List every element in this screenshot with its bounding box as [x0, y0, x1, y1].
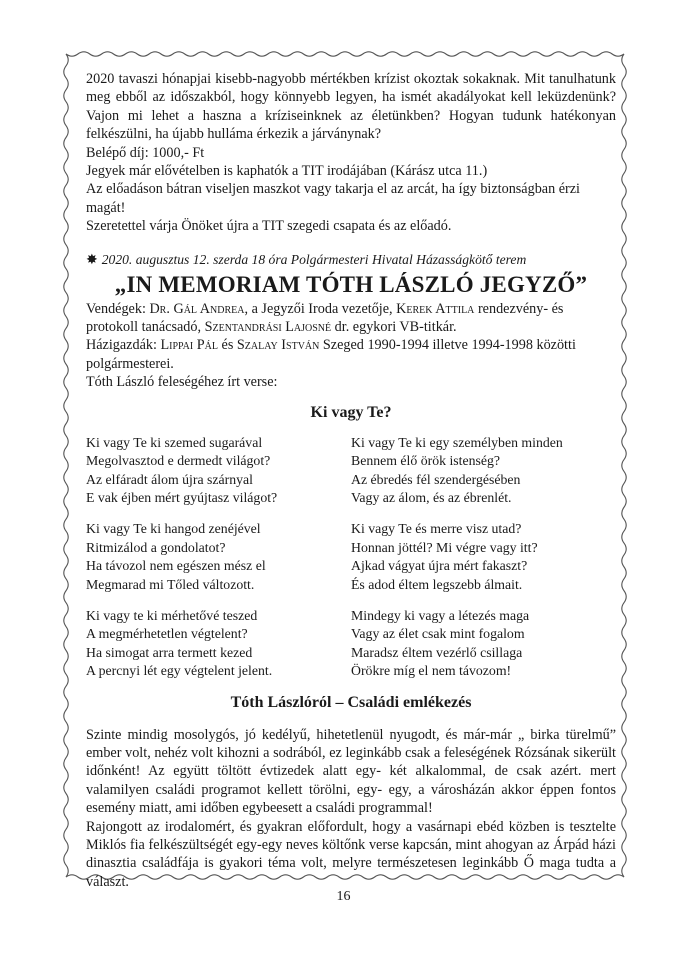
page-number: 16 — [336, 889, 351, 904]
memoir-paragraph: Szinte mindig mosolygós, jó kedélyű, hihetetlenül nyugodt, és már-már „ birka türelmű” ember volt, nehéz volt kihozni a sodrából, ez leginkább csak a feleségének Rózsának sikerült időnként! Az együtt töltött évtizedek alatt egy- két alkalommal, de csak azért. mert valamilyen családi programot kellett törölni, egy- egy, a városházán akkor éppen fontos esemény miatt, ami időben egybeesett a családi programmal! — [86, 726, 616, 817]
poem-line: Honnan jöttél? Mi végre vagy itt? — [351, 539, 538, 555]
poem-line: Ki vagy Te ki szemed sugarával — [86, 434, 263, 450]
poem-line: Ki vagy Te ki egy személyben minden — [351, 434, 563, 450]
poem-line: Az ébredés fél szendergésében — [351, 471, 521, 487]
poem-line: És adod éltem legszebb álmait. — [351, 576, 523, 592]
poem-line: Vagy az élet csak mint fogalom — [351, 626, 525, 642]
poem-line: Bennem élő örök istenség? — [351, 453, 501, 469]
guest-name: Dr. Gál Andrea — [149, 300, 245, 317]
memoir-paragraph: Rajongott az irodalomért, és gyakran előfordult, hogy a vasárnapi ebéd közben is tesztelte Miklós fia felkészültségét egy-egy neves költőnk verse kapcsán, mint ahogyan az Árpád házi dinasztia családfája is gyakori téma volt, melyre természetesen leginkább Ő maga tudta a választ. — [86, 818, 616, 890]
stanza-row — [86, 434, 616, 508]
event-details — [86, 251, 616, 270]
stanza-row — [86, 607, 616, 681]
poem-line: Maradsz éltem vezérlő csillaga — [351, 644, 523, 660]
ticket-info: Jegyek már elővételben is kaphatók a TIT irodájában (Kárász utca 11.) — [86, 163, 488, 180]
stanza-right — [351, 520, 616, 594]
stanza-left — [86, 434, 351, 508]
stanza-right — [351, 607, 616, 681]
closing-line: Szeretettel várja Önöket újra a TIT szegedi csapata és az előadó. — [86, 218, 452, 235]
guests-label: Vendégek: — [86, 300, 150, 317]
poem-line: Ha távozol nem egészen mész el — [86, 558, 266, 574]
page-content — [86, 70, 616, 891]
entry-fee: Belépő díj: 1000,- Ft — [86, 144, 205, 161]
poem-line: E vak éjben mért gyújtasz világot? — [86, 489, 278, 505]
guest-name: Szentandrási Lajosné — [204, 319, 332, 336]
guest-name: Kerek Attila — [396, 300, 475, 317]
guest-role: rendezvény- és protokoll tanácsadó, — [86, 300, 564, 336]
hosts-label: Házigazdák: — [86, 337, 161, 354]
poem — [86, 434, 616, 681]
stanza-left — [86, 520, 351, 594]
poem-line: Ki vagy Te ki hangod zenéjével — [86, 521, 261, 537]
poem-line: A percnyi lét egy végtelent jelent. — [86, 663, 273, 679]
guest-role: dr. egykori VB-titkár. — [331, 319, 457, 336]
poem-title: Ki vagy Te? — [310, 403, 392, 421]
poem-line: Mindegy ki vagy a létezés maga — [351, 607, 530, 623]
stanza-right — [351, 434, 616, 508]
host-name: Szalay István — [236, 337, 320, 354]
stanza-left — [86, 607, 351, 681]
poem-line: Vagy az álom, és az ébrenlét. — [351, 489, 512, 505]
poem-line: A megmérhetetlen végtelent? — [86, 626, 248, 642]
poem-line: Ki vagy te ki mérhetővé teszed — [86, 607, 258, 623]
poem-line: Ki vagy Te és merre visz utad? — [351, 521, 522, 537]
guests-line — [86, 300, 616, 337]
poem-line: Ritmizálod a gondolatot? — [86, 539, 226, 555]
poem-line: Ha simogat arra termett kezed — [86, 644, 253, 660]
hosts-and: és — [217, 337, 237, 354]
poem-line: Megolvasztod e dermedt világot? — [86, 453, 271, 469]
intro-paragraph: 2020 tavaszi hónapjai kisebb-nagyobb mértékben krízist okoztak sokaknak. Mit tanulhatunk meg ebből az időszakból, hogy könnyebb legyen, ha ismét akadályokat kell leküzdenünk? Vajon mi lehet a haszna a kríziseinknek az életünkben? Hogyan tudunk hatékonyan felkészülni, ha újabb hulláma érkezik a járványnak? — [86, 71, 616, 143]
memoir-title: Tóth Lászlóról – Családi emlékezés — [230, 693, 472, 711]
asterisk-bullet-icon: ✸ — [86, 252, 98, 268]
poem-line: Az elfáradt álom újra szárnyal — [86, 471, 254, 487]
guest-role: , a Jegyzői Iroda vezetője, — [244, 300, 397, 317]
poem-line: Ajkad vágyat újra mért fakaszt? — [351, 558, 528, 574]
poem-intro: Tóth László feleségéhez írt verse: — [86, 374, 278, 391]
poem-line: Örökre míg el nem távozom! — [351, 663, 512, 679]
event-title: „IN MEMORIAM TÓTH LÁSZLÓ JEGYZŐ” — [114, 271, 588, 297]
stanza-row — [86, 520, 616, 594]
host-name: Lippai Pál — [160, 337, 218, 354]
hosts-description: Szeged 1990-1994 illetve 1994-1998 közötti polgármesterei. — [86, 337, 576, 372]
mask-notice: Az előadáson bátran viseljen maszkot vagy takarja el az arcát, ha így biztonságban érzi magát! — [86, 181, 580, 216]
hosts-line — [86, 336, 616, 373]
event-date-venue: 2020. augusztus 12. szerda 18 óra Polgármesteri Hivatal Házasságkötő terem — [101, 251, 527, 267]
poem-line: Megmarad mi Tőled változott. — [86, 576, 255, 592]
